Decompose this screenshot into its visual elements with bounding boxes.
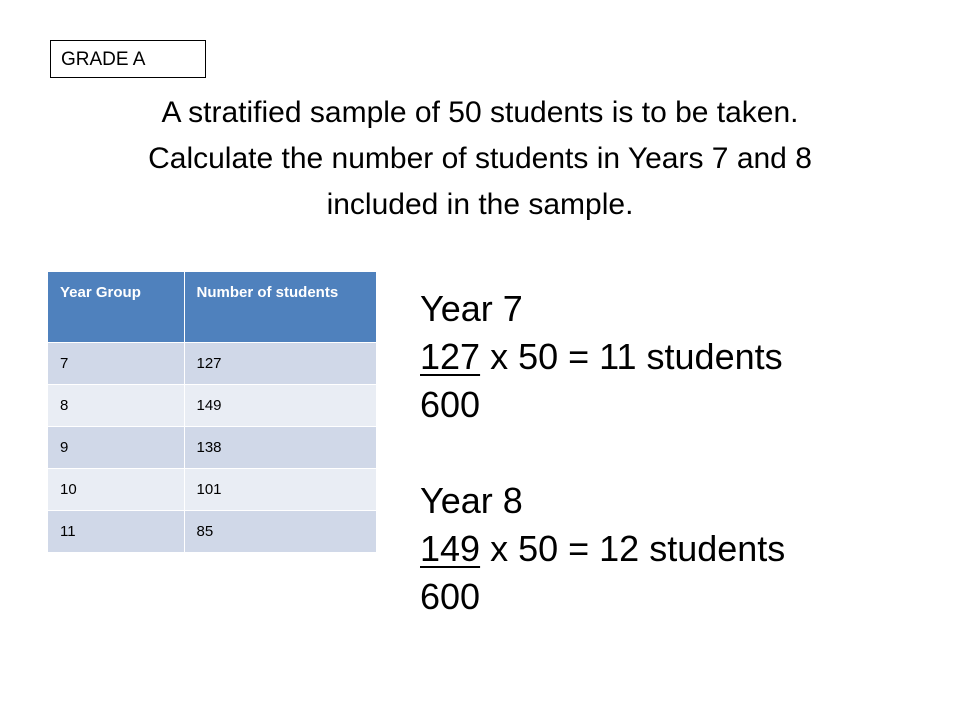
- count-cell: 127: [184, 342, 376, 384]
- count-cell: 85: [184, 510, 376, 552]
- year-cell: 11: [48, 510, 184, 552]
- year7-calculation: [420, 333, 785, 381]
- table-row: [48, 426, 376, 468]
- header-year-group: Year Group: [48, 272, 184, 342]
- table-row: [48, 468, 376, 510]
- table-row: [48, 384, 376, 426]
- year7-numerator: 127: [420, 336, 481, 377]
- year7-title: Year 7: [420, 288, 523, 329]
- students-table: [48, 272, 376, 552]
- spacer: [420, 429, 785, 477]
- year7-expression: x 50 = 11 students: [480, 336, 783, 377]
- year8-denominator: 600: [420, 576, 481, 617]
- question-line: Calculate the number of students in Years 7 and 8: [148, 142, 812, 175]
- count-cell: 149: [184, 384, 376, 426]
- year8-expression: x 50 = 12 students: [480, 528, 786, 569]
- question-line: included in the sample.: [326, 188, 634, 221]
- year8-numerator: 149: [420, 528, 481, 569]
- count-cell: 138: [184, 426, 376, 468]
- question-line: A stratified sample of 50 students is to be taken.: [161, 96, 799, 129]
- table-row: [48, 342, 376, 384]
- table-row: [48, 510, 376, 552]
- year8-title: Year 8: [420, 480, 523, 521]
- question-text: [60, 90, 900, 228]
- year-cell: 7: [48, 342, 184, 384]
- grade-label: GRADE A: [50, 40, 206, 78]
- count-cell: 101: [184, 468, 376, 510]
- header-number-of-students: Number of students: [184, 272, 376, 342]
- year-cell: 9: [48, 426, 184, 468]
- year-cell: 8: [48, 384, 184, 426]
- year8-calculation: [420, 525, 785, 573]
- year7-denominator: 600: [420, 384, 481, 425]
- solution-block: [420, 285, 785, 621]
- year-cell: 10: [48, 468, 184, 510]
- table-header-row: [48, 272, 376, 342]
